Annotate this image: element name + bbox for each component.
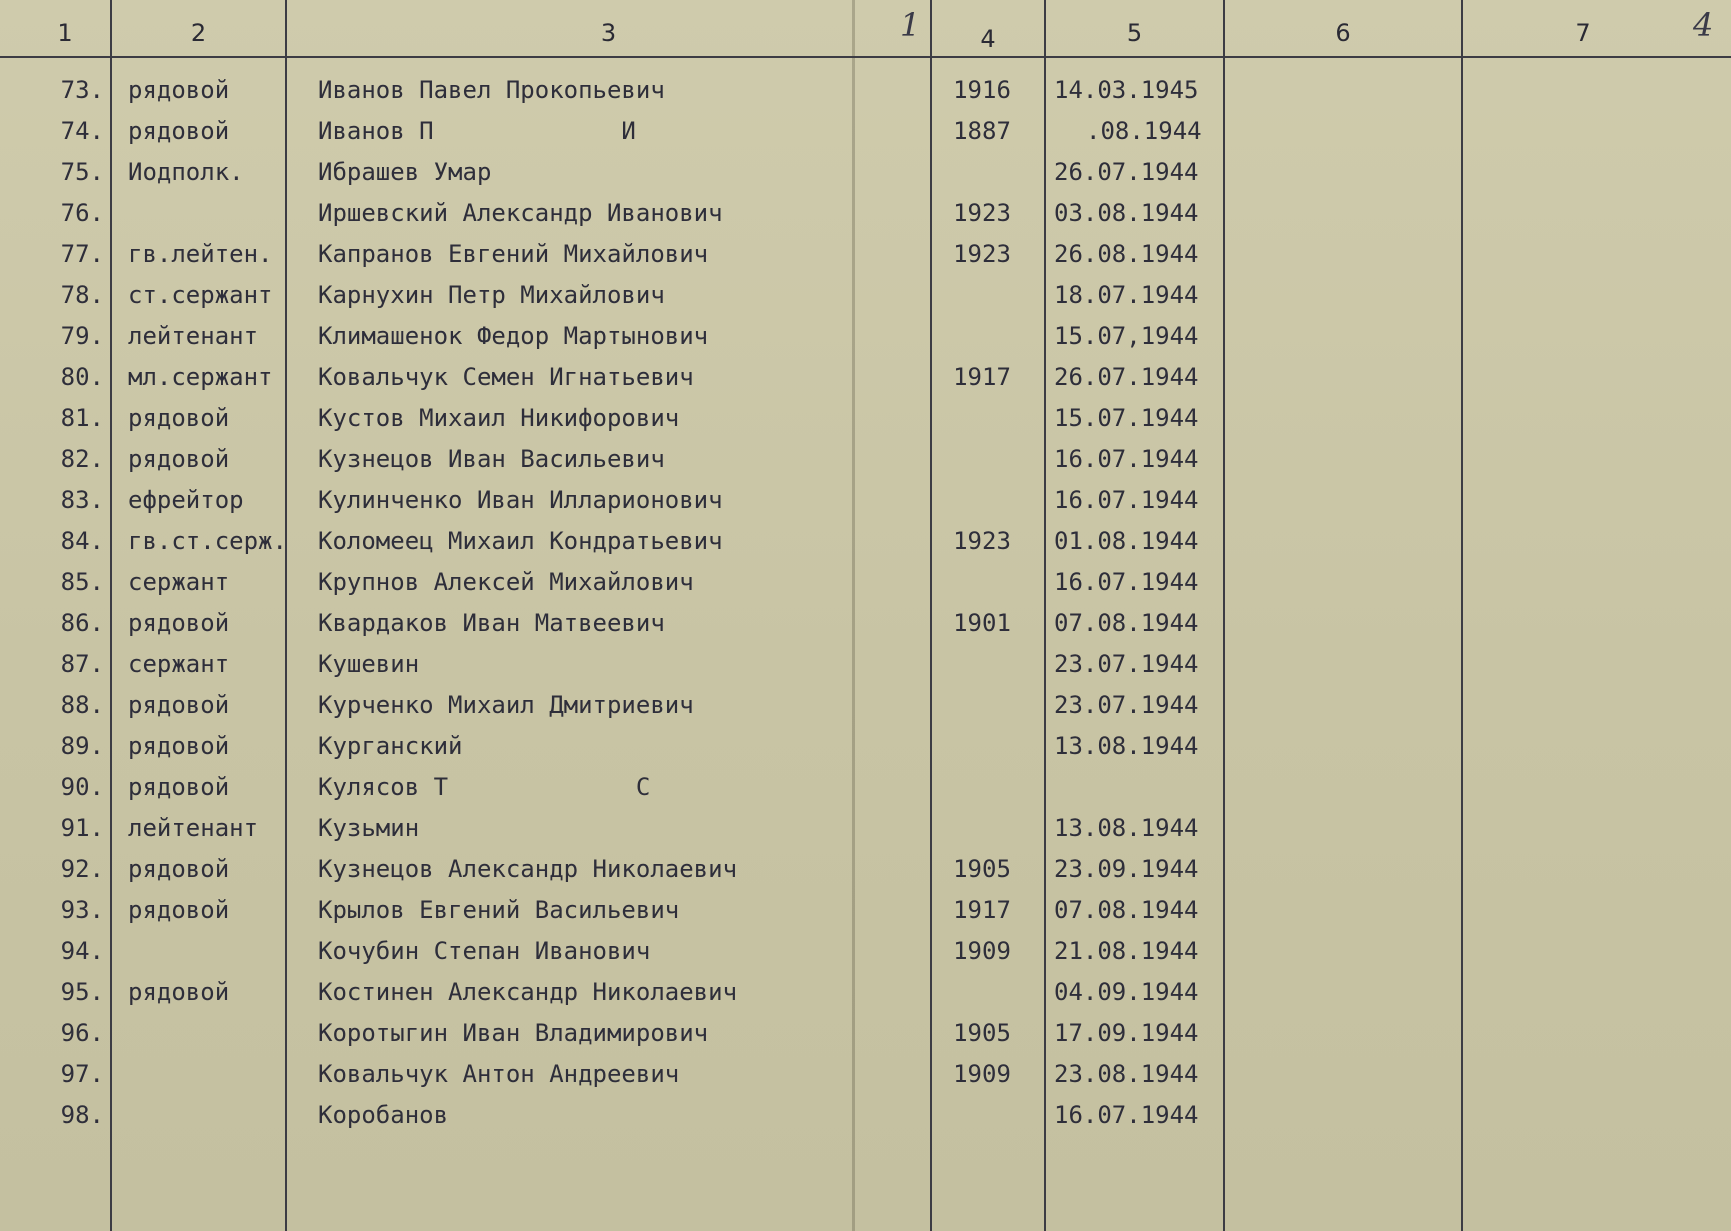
row-name: Квардаков Иван Матвеевич: [318, 609, 665, 637]
row-name: Коробанов: [318, 1101, 449, 1129]
row-rank: рядовой: [128, 76, 230, 104]
table-row: [0, 972, 1731, 1013]
row-name: Коломеец Михаил Кондратьевич: [318, 527, 723, 555]
column-header-4: 4: [980, 25, 996, 53]
table-row: [0, 685, 1731, 726]
row-number: 91.: [60, 814, 104, 842]
row-date: 16.07.1944: [1054, 568, 1199, 596]
row-number: 86.: [60, 609, 104, 637]
row-name: Курченко Михаил Дмитриевич: [318, 691, 694, 719]
row-number: 88.: [60, 691, 104, 719]
row-number: 97.: [60, 1060, 104, 1088]
sheet-mark-left: 1: [900, 6, 921, 44]
row-date: 26.07.1944: [1054, 158, 1199, 186]
row-number: 76.: [60, 199, 104, 227]
row-number: 73.: [60, 76, 104, 104]
row-name: Ковальчук Антон Андреевич: [318, 1060, 680, 1088]
row-date: 16.07.1944: [1054, 1101, 1199, 1129]
row-number: 90.: [60, 773, 104, 801]
row-rank: рядовой: [128, 609, 230, 637]
table-row: [0, 1095, 1731, 1136]
row-rank: гв.ст.серж.: [128, 527, 287, 555]
row-number: 94.: [60, 937, 104, 965]
row-name: Ибрашев Умар: [318, 158, 492, 186]
row-number: 77.: [60, 240, 104, 268]
row-name: Иршевский Александр Иванович: [318, 199, 723, 227]
row-number: 85.: [60, 568, 104, 596]
row-rank: ст.сержант: [128, 281, 273, 309]
table-row: [0, 562, 1731, 603]
row-number: 95.: [60, 978, 104, 1006]
row-number: 92.: [60, 855, 104, 883]
row-rank: рядовой: [128, 732, 230, 760]
row-rank: гв.лейтен.: [128, 240, 273, 268]
row-name: Кузнецов Иван Васильевич: [318, 445, 665, 473]
row-number: 89.: [60, 732, 104, 760]
row-name: Карнухин Петр Михайлович: [318, 281, 665, 309]
row-name: Кустов Михаил Никифорович: [318, 404, 680, 432]
row-name: Кулясов Т С: [318, 773, 651, 801]
column-header-1: 1: [57, 19, 73, 47]
table-row: [0, 480, 1731, 521]
row-name: Крупнов Алексей Михайлович: [318, 568, 694, 596]
table-row: [0, 439, 1731, 480]
table-row: [0, 70, 1731, 111]
row-date: 03.08.1944: [1054, 199, 1199, 227]
row-number: 83.: [60, 486, 104, 514]
row-name: Кушевин: [318, 650, 420, 678]
row-date: 23.09.1944: [1054, 855, 1199, 883]
table-row: [0, 193, 1731, 234]
table-row: [0, 1013, 1731, 1054]
row-date: 23.08.1944: [1054, 1060, 1199, 1088]
table-row: [0, 152, 1731, 193]
table-row: [0, 357, 1731, 398]
row-rank: сержант: [128, 650, 230, 678]
row-date: 07.08.1944: [1054, 896, 1199, 924]
column-header-7: 7: [1575, 19, 1591, 47]
row-date: 16.07.1944: [1054, 445, 1199, 473]
table-row: [0, 111, 1731, 152]
table-row: [0, 849, 1731, 890]
table-row: [0, 726, 1731, 767]
row-number: 98.: [60, 1101, 104, 1129]
row-rank: рядовой: [128, 855, 230, 883]
row-rank: мл.сержант: [128, 363, 273, 391]
row-date: 14.03.1945: [1054, 76, 1199, 104]
row-date: 13.08.1944: [1054, 732, 1199, 760]
table-row: [0, 808, 1731, 849]
table-row: [0, 316, 1731, 357]
row-number: 79.: [60, 322, 104, 350]
row-rank: рядовой: [128, 896, 230, 924]
row-name: Капранов Евгений Михайлович: [318, 240, 709, 268]
table-row: [0, 890, 1731, 931]
row-name: Коротыгин Иван Владимирович: [318, 1019, 709, 1047]
table-row: [0, 931, 1731, 972]
row-year: 1905: [953, 855, 1011, 883]
row-year: 1916: [953, 76, 1011, 104]
row-name: Иванов П И: [318, 117, 636, 145]
row-name: Курганский: [318, 732, 463, 760]
row-date: 26.08.1944: [1054, 240, 1199, 268]
row-number: 81.: [60, 404, 104, 432]
row-number: 84.: [60, 527, 104, 555]
row-date: 13.08.1944: [1054, 814, 1199, 842]
row-rank: рядовой: [128, 445, 230, 473]
row-name: Кузьмин: [318, 814, 420, 842]
table-row: [0, 767, 1731, 808]
table-row: [0, 1054, 1731, 1095]
row-name: Кочубин Степан Иванович: [318, 937, 651, 965]
row-year: 1923: [953, 240, 1011, 268]
row-year: 1909: [953, 1060, 1011, 1088]
row-number: 87.: [60, 650, 104, 678]
row-number: 74.: [60, 117, 104, 145]
table-row: [0, 603, 1731, 644]
row-name: Иванов Павел Прокопьевич: [318, 76, 665, 104]
column-header-3: 3: [600, 19, 617, 47]
row-date: 01.08.1944: [1054, 527, 1199, 555]
row-date: .08.1944: [1086, 117, 1202, 145]
row-rank: рядовой: [128, 773, 230, 801]
row-year: 1905: [953, 1019, 1011, 1047]
row-year: 1923: [953, 527, 1011, 555]
table-row: [0, 644, 1731, 685]
row-number: 80.: [60, 363, 104, 391]
row-date: 26.07.1944: [1054, 363, 1199, 391]
column-header-2: 2: [190, 19, 207, 47]
row-rank: лейтенант: [128, 814, 259, 842]
row-number: 75.: [60, 158, 104, 186]
sheet-mark-right: 4: [1693, 6, 1714, 44]
row-name: Кулинченко Иван Илларионович: [318, 486, 723, 514]
row-number: 78.: [60, 281, 104, 309]
row-name: Климашенок Федор Мартынович: [318, 322, 709, 350]
row-date: 16.07.1944: [1054, 486, 1199, 514]
row-rank: лейтенант: [128, 322, 259, 350]
row-date: 15.07,1944: [1054, 322, 1199, 350]
row-year: 1923: [953, 199, 1011, 227]
row-year: 1917: [953, 896, 1011, 924]
row-rank: рядовой: [128, 978, 230, 1006]
row-date: 18.07.1944: [1054, 281, 1199, 309]
table-row: [0, 234, 1731, 275]
row-number: 93.: [60, 896, 104, 924]
row-name: Кузнецов Александр Николаевич: [318, 855, 738, 883]
row-rank: ефрейтор: [128, 486, 244, 514]
table-row: [0, 521, 1731, 562]
row-rank: рядовой: [128, 404, 230, 432]
table-row: [0, 275, 1731, 316]
row-name: Ковальчук Семен Игнатьевич: [318, 363, 694, 391]
column-header-6: 6: [1335, 19, 1351, 47]
row-year: 1901: [953, 609, 1011, 637]
header-rule: [0, 56, 1731, 58]
row-date: 23.07.1944: [1054, 691, 1199, 719]
row-name: Костинен Александр Николаевич: [318, 978, 738, 1006]
row-date: 07.08.1944: [1054, 609, 1199, 637]
table-row: [0, 398, 1731, 439]
row-number: 96.: [60, 1019, 104, 1047]
row-rank: рядовой: [128, 691, 230, 719]
column-header-5: 5: [1126, 19, 1143, 47]
row-rank: Иодполк.: [128, 158, 244, 186]
row-date: 17.09.1944: [1054, 1019, 1199, 1047]
row-year: 1917: [953, 363, 1011, 391]
row-date: 04.09.1944: [1054, 978, 1199, 1006]
row-date: 23.07.1944: [1054, 650, 1199, 678]
row-date: 21.08.1944: [1054, 937, 1199, 965]
row-date: 15.07.1944: [1054, 404, 1199, 432]
row-number: 82.: [60, 445, 104, 473]
row-rank: рядовой: [128, 117, 230, 145]
row-name: Крылов Евгений Васильевич: [318, 896, 680, 924]
row-year: 1887: [953, 117, 1011, 145]
row-rank: сержант: [128, 568, 230, 596]
row-year: 1909: [953, 937, 1011, 965]
